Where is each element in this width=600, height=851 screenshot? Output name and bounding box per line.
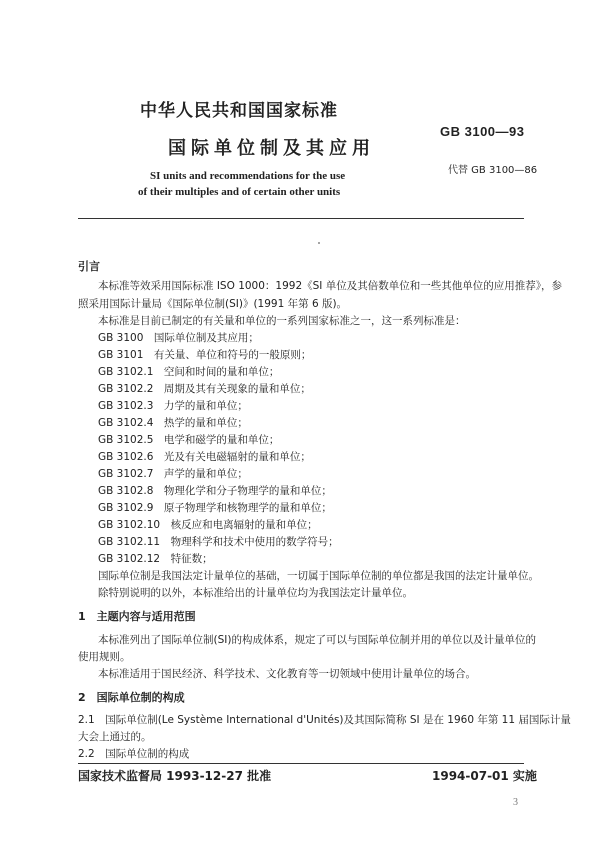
series-code: GB 3102.4: [98, 417, 154, 429]
page-number: 3: [513, 797, 518, 808]
list-item: [98, 551, 213, 566]
section-1-paragraph-1-line-2: 使用规则。: [78, 651, 131, 663]
section-2-1-line-2: 大会上通过的。: [78, 731, 152, 743]
list-item: [98, 381, 311, 396]
series-title: 热学的量和单位；: [163, 417, 248, 429]
series-code: GB 3102.1: [98, 366, 154, 378]
series-title: 空间和时间的量和单位；: [163, 366, 280, 378]
series-code: GB 3100: [98, 332, 144, 344]
effective-date: 1994-07-01 实施: [432, 769, 537, 783]
intro-paragraph-4: 除特别说明的以外，本标准给出的计量单位均为我国法定计量单位。: [98, 587, 413, 599]
section-2-heading: 2 国际单位制的构成: [78, 691, 185, 704]
intro-paragraph-3: 国际单位制是我国法定计量单位的基础，一切属于国际单位制的单位都是我国的法定计量单位。: [98, 570, 539, 582]
series-code: GB 3102.8: [98, 485, 154, 497]
list-item: [98, 432, 279, 447]
series-title: 力学的量和单位；: [163, 400, 248, 412]
series-code: GB 3102.12: [98, 553, 161, 565]
document-title: 国际单位制及其应用: [168, 138, 375, 159]
list-item: [98, 500, 332, 515]
series-title: 有关量、单位和符号的一般原则；: [153, 349, 312, 361]
list-item: [98, 398, 248, 413]
list-item: [98, 466, 248, 481]
series-code: GB 3102.9: [98, 502, 154, 514]
footer-rule: [78, 763, 524, 764]
scan-speck: [318, 242, 320, 244]
series-title: 光及有关电磁辐射的量和单位；: [163, 451, 311, 463]
approval-line: 国家技术监督局 1993-12-27 批准: [78, 769, 272, 783]
intro-paragraph-1-line-2: 照采用国际计量局《国际单位制(SI)》(1991 年第 6 版)。: [78, 298, 348, 310]
section-2-2: 2.2 国际单位制的构成: [78, 748, 190, 760]
series-code: GB 3101: [98, 349, 144, 361]
title-en-line-2: of their multiples and of certain other units: [138, 186, 341, 198]
standard-type: 中华人民共和国国家标准: [140, 101, 338, 121]
series-code: GB 3102.11: [98, 536, 161, 548]
series-title: 物理科学和技术中使用的数学符号；: [170, 536, 339, 548]
list-item: [98, 534, 339, 549]
section-1-heading: 1 主题内容与适用范围: [78, 610, 196, 623]
series-code: GB 3102.7: [98, 468, 154, 480]
series-title: 周期及其有关现象的量和单位；: [163, 383, 311, 395]
list-item: [98, 449, 311, 464]
intro-paragraph-2: 本标准是目前已制定的有关量和单位的一系列国家标准之一，这一系列标准是：: [98, 315, 466, 327]
list-item: [98, 364, 279, 379]
series-code: GB 3102.10: [98, 519, 161, 531]
series-code: GB 3102.3: [98, 400, 154, 412]
series-title: 特征数；: [170, 553, 213, 565]
section-1-paragraph-1-line-1: 本标准列出了国际单位制(SI)的构成体系，规定了可以与国际单位制并用的单位以及计量单位的: [98, 634, 536, 646]
header-rule: [78, 218, 524, 219]
title-en-line-1: SI units and recommendations for the use: [150, 170, 346, 182]
series-title: 核反应和电离辐射的量和单位；: [170, 519, 318, 531]
list-item: [98, 330, 259, 345]
series-code: GB 3102.2: [98, 383, 154, 395]
section-1-paragraph-2: 本标准适用于国民经济、科学技术、文化教育等一切领域中使用计量单位的场合。: [98, 668, 476, 680]
series-title: 原子物理学和核物理学的量和单位；: [163, 502, 332, 514]
series-title: 电学和磁学的量和单位；: [163, 434, 280, 446]
intro-heading: 引言: [78, 260, 100, 273]
replaces-code: 代替 GB 3100—86: [448, 165, 538, 176]
series-title: 声学的量和单位；: [163, 468, 248, 480]
list-item: [98, 415, 248, 430]
series-title: 国际单位制及其应用；: [153, 332, 259, 344]
list-item: [98, 483, 332, 498]
section-2-1-line-1: 2.1 国际单位制(Le Système International d'Unités)及其国际简称 SI 是在 1960 年第 11 届国际计量: [78, 714, 571, 726]
series-title: 物理化学和分子物理学的量和单位；: [163, 485, 332, 497]
series-code: GB 3102.6: [98, 451, 154, 463]
intro-paragraph-1-line-1: 本标准等效采用国际标准 ISO 1000：1992《SI 单位及其倍数单位和一些其他单位的应用推荐》，参: [98, 280, 562, 292]
series-code: GB 3102.5: [98, 434, 154, 446]
standard-code: GB 3100—93: [440, 124, 525, 139]
list-item: [98, 347, 311, 362]
list-item: [98, 517, 318, 532]
